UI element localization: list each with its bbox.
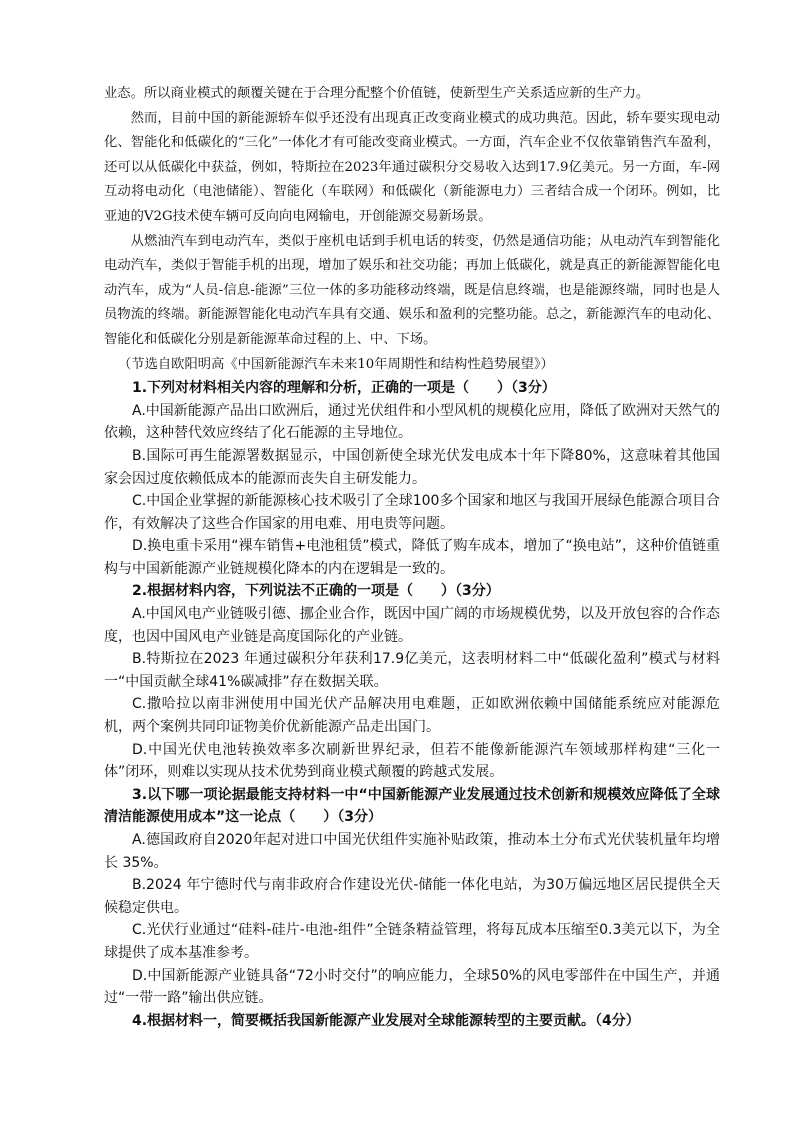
option-a: A.中国风电产业链吸引德、挪企业合作，既因中国广阔的市场规模优势，以及开放包容的合作态度，也因中国风电产业链是高度国际化的产业链。 <box>104 606 720 645</box>
option-b: B.特斯拉在2023 年通过碳积分年获利17.9亿美元，这表明材料二中“低碳化盈利”模式与材料一“中国贡献全球41%碳减排”存在数据关联。 <box>104 651 720 690</box>
passage-paragraph: 业态。所以商业模式的颠覆关键在于合理分配整个价值链，使新型生产关系适应新的生产力。 <box>104 86 650 101</box>
option-d: D.中国新能源产业链具备“72小时交付”的响应能力，全球50%的风电零部件在中国生产，并通过“一带一路”输出供应链。 <box>104 967 720 1007</box>
question-3 <box>104 784 720 1010</box>
option-a: A.中国新能源产品出口欧洲后，通过光伏组件和小型风机的规模化应用，降低了欧洲对天然气的依赖，这种替代效应终结了化石能源的主导地位。 <box>104 402 720 442</box>
option-d: D.中国光伏电池转换效率多次刷新世界纪录，但若不能像新能源汽车领域那样构建“三化一体”闭环，则难以实现从技术优势到商业模式颠覆的跨越式发展。 <box>104 741 720 781</box>
option-b: B.国际可再生能源署数据显示，中国创新使全球光伏发电成本十年下降80%，这意味着其他国家会因过度依赖低成本的能源而丧失自主研发能力。 <box>104 447 720 487</box>
question-stem: 3.以下哪一项论据最能支持材料一中“中国新能源产业发展通过技术创新和规模效应降低了全球清洁能源使用成本”这一论点（ ）（3分） <box>104 786 720 826</box>
reading-passage <box>104 82 720 377</box>
option-b: B.2024 年宁德时代与南非政府合作建设光伏-储能一体化电站，为30万偏远地区居民提供全天候稳定供电。 <box>104 877 720 916</box>
option-c: C.光伏行业通过“硅料-硅片-电池-组件”全链条精益管理，将每瓦成本压缩至0.3美元以下，为全球提供了成本基准参考。 <box>104 922 720 961</box>
passage-source: （节选自欧阳明高《中国新能源汽车未来10年周期性和结构性趋势展望》） <box>118 356 554 372</box>
option-c: C.撒哈拉以南非洲使用中国光伏产品解决用电难题，正如欧洲依赖中国储能系统应对能源危机，两个案例共同印证物美价优新能源产品走出国门。 <box>104 696 720 736</box>
option-d: D.换电重卡采用“裸车销售+电池租赁”模式，降低了购车成本，增加了“换电站”，这种价值链重构与中国新能源产业链规模化降本的内在逻辑是一致的。 <box>104 538 720 577</box>
question-stem: 2.根据材料内容，下列说法不正确的一项是（ ）（3分） <box>132 583 500 600</box>
passage-paragraph: 然而，目前中国的新能源轿车似乎还没有出现真正改变商业模式的成功典范。因此，轿车要实现电动化、智能化和低碳化的“三化”一体化才有可能改变商业模式。一方面，汽车企业不仅依靠销售汽车盈利，还可以从低碳化中获益，例如，特斯拉在2023年通过碳积分交易收入达到17.9亿美元。另一方面，车-网互动将电动化（电池储能）、智能化（车联网）和低碳化（新能源电力）三者结合成一个闭环。例如，比亚迪的V2G技术使车辆可反向向电网输电，开创能源交易新场景。 <box>104 110 720 224</box>
question-1 <box>104 377 720 580</box>
question-stem: 4.根据材料一，简要概括我国新能源产业发展对全球能源转型的主要贡献。（4分） <box>132 1012 640 1029</box>
passage-paragraph: 从燃油汽车到电动汽车，类似于座机电话到手机电话的转变，仍然是通信功能；从电动汽车到智能化电动汽车，类似于智能手机的出现，增加了娱乐和社交功能；再加上低碳化，就是真正的新能源智能化电动汽车，成为“人员-信息-能源”三位一体的多功能移动终端，既是信息终端，也是能源终端，同时也是人员物流的终端。新能源智能化电动汽车具有交通、娱乐和盈利的完整功能。总之，新能源汽车的电动化、智能化和低碳化分别是新能源革命过程的上、中、下场。 <box>104 233 720 347</box>
option-c: C.中国企业掌握的新能源核心技术吸引了全球100多个国家和地区与我国开展绿色能源合项目合作，有效解决了这些合作国家的用电难、用电贵等问题。 <box>104 493 720 532</box>
option-a: A.德国政府自2020年起对进口中国光伏组件实施补贴政策，推动本土分布式光伏装机量年均增长 35%。 <box>104 832 720 871</box>
question-stem: 1.下列对材料相关内容的理解和分析，正确的一项是（ ）（3分） <box>132 380 556 397</box>
question-4 <box>104 1010 720 1033</box>
question-2 <box>104 580 720 783</box>
